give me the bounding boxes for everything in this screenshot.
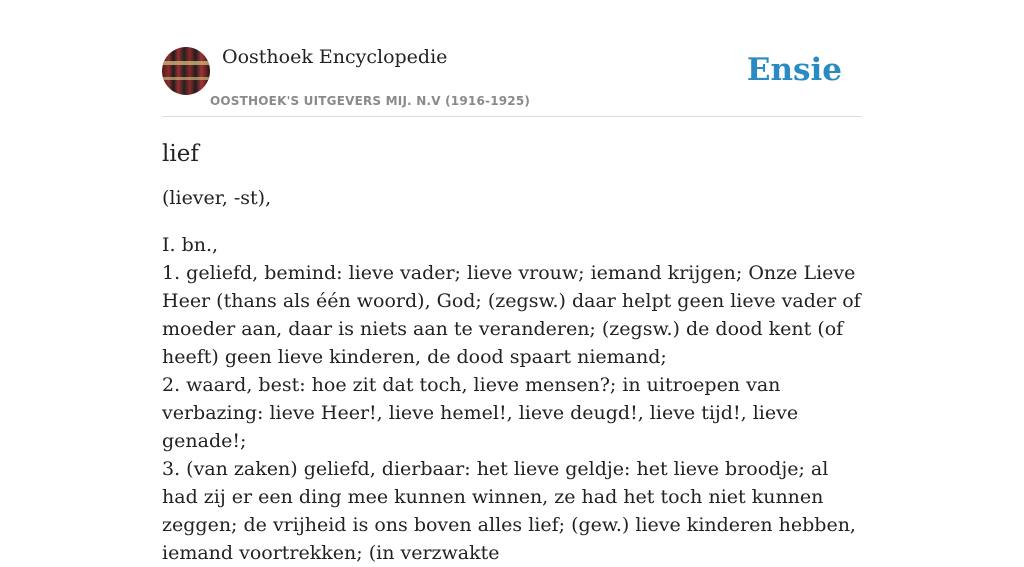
source-title[interactable]: Oosthoek Encyclopedie [222, 46, 448, 68]
entry-forms: (liever, -st), [162, 187, 272, 209]
definition-line: 1. geliefd, bemind: lieve vader; lieve vrouw; iemand krijgen; Onze Lieve Heer (thans als één woord), God; (zegsw.) daar helpt geen lieve vader of moeder aan, daar is niets aan te veranderen; (zegsw.) de dood kent (of heeft) geen lieve kinderen, de dood spaart niemand; [162, 262, 861, 368]
entry-term: lief [162, 141, 199, 167]
ensie-brand-link[interactable]: Ensie [746, 52, 842, 88]
page [162, 0, 862, 567]
definition-line: 3. (van zaken) geliefd, dierbaar: het lieve geldje: het lieve broodje; al had zij er een ding mee kunnen winnen, ze had het toch niet kunnen zeggen; de vrijheid is ons boven alles lief; (gew.) lieve kinderen hebben, iemand voortrekken; (in verzwakte [162, 458, 856, 564]
definition-line: I. bn., [162, 234, 219, 256]
site-header [162, 0, 862, 117]
logo-band [162, 77, 210, 80]
publisher-label: OOSTHOEK'S UITGEVERS MIJ. N.V (1916-1925) [210, 94, 531, 108]
entry-definition [162, 231, 862, 567]
book-spines-logo[interactable] [162, 47, 210, 95]
logo-band [162, 61, 210, 65]
definition-line: 2. waard, best: hoe zit dat toch, lieve mensen?; in uitroepen van verbazing: lieve Heer!, lieve hemel!, lieve deugd!, lieve tijd!, lieve genade!; [162, 374, 799, 452]
